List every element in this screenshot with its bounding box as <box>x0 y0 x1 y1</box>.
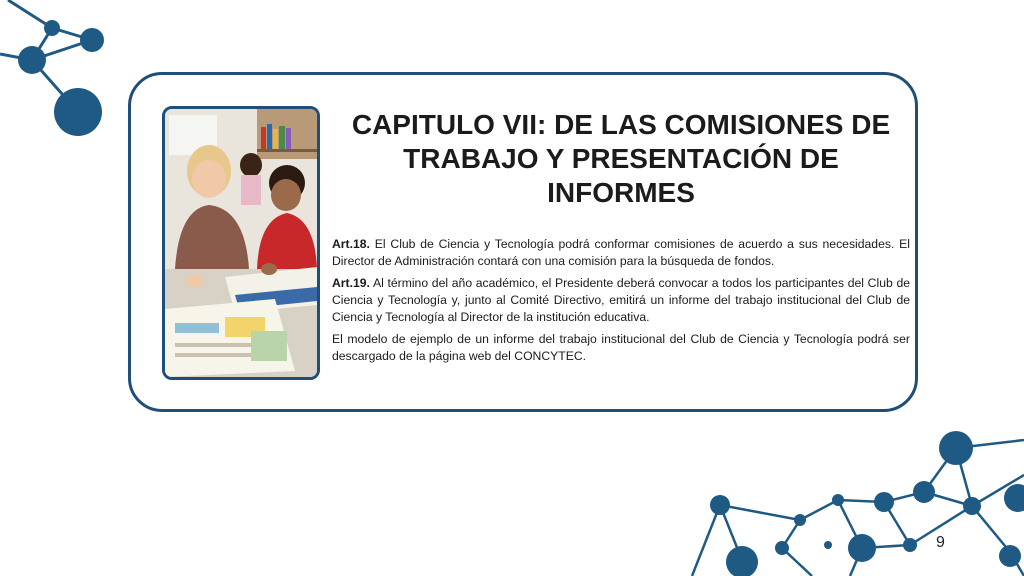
body-text <box>332 236 910 370</box>
article-18 <box>332 236 910 270</box>
network-decoration-top-left <box>0 0 140 150</box>
article-19 <box>332 275 910 326</box>
article-18-text: El Club de Ciencia y Tecnología podrá conformar comisiones de acuerdo a sus necesidades. El Director de Administración contará con una comisión para la búsqueda de fondos. <box>332 237 910 268</box>
article-18-label: Art.18. <box>332 237 370 251</box>
report-model-note <box>332 331 910 365</box>
slide-title: CAPITULO VII: DE LAS COMISIONES DE TRABAJO Y PRESENTACIÓN DE INFORMES <box>351 109 891 208</box>
page-number: 9 <box>936 534 945 551</box>
classroom-photo <box>162 106 320 380</box>
article-19-label: Art.19. <box>332 276 370 290</box>
report-model-note-text: El modelo de ejemplo de un informe del trabajo institucional del Club de Ciencia y Tecnología podrá ser descargado de la página web del CONCYTEC. <box>332 332 910 363</box>
article-19-text: Al término del año académico, el Presidente deberá convocar a todos los participantes del Club de Ciencia y Tecnología y, junto al Comité Directivo, emitirá un informe del trabajo institucional del Club de Ciencia y Tecnología al Director de la institución educativa. <box>332 276 910 324</box>
